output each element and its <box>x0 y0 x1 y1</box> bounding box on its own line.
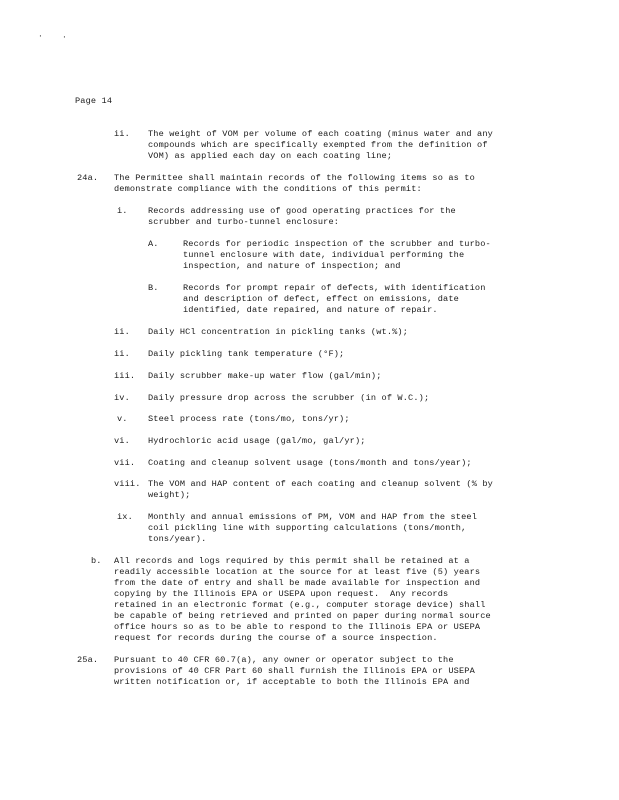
item-label: i. <box>117 206 128 216</box>
section-line: readily accessible location at the source for at least five (5) years <box>114 567 481 577</box>
section-line: written notification or, if acceptable to both the Illinois EPA and <box>114 677 470 687</box>
item-line: weight); <box>148 490 191 500</box>
item-line: scrubber and turbo-tunnel enclosure: <box>148 217 340 227</box>
item-label: ii. <box>114 349 130 359</box>
subitem-line: Records for prompt repair of defects, with identification <box>183 283 486 293</box>
page-header: Page 14 <box>75 96 113 106</box>
scan-speck: · <box>38 32 43 41</box>
item-line: Records addressing use of good operating practices for the <box>148 206 456 216</box>
item-line: Coating and cleanup solvent usage (tons/month and tons/year); <box>148 458 472 468</box>
item-line: Hydrochloric acid usage (gal/mo, gal/yr); <box>148 436 366 446</box>
item-line: Monthly and annual emissions of PM, VOM and HAP from the steel <box>148 512 478 522</box>
section-line: be capable of being retrieved and printed on paper during normal source <box>114 611 491 621</box>
section-line: copying by the Illinois EPA or USEPA upon request. Any records <box>114 589 449 599</box>
section-line: request for records during the course of a source inspection. <box>114 633 438 643</box>
subitem-label: B. <box>148 283 159 293</box>
item-line: The VOM and HAP content of each coating and cleanup solvent (% by <box>148 479 493 489</box>
item-line: Daily scrubber make-up water flow (gal/min); <box>148 371 382 381</box>
section-line: provisions of 40 CFR Part 60 shall furnish the Illinois EPA or USEPA <box>114 666 475 676</box>
subitem-line: and description of defect, effect on emissions, date <box>183 294 459 304</box>
subitem-line: Records for periodic inspection of the scrubber and turbo- <box>183 239 491 249</box>
item-line: VOM) as applied each day on each coating line; <box>148 151 393 161</box>
item-line: Daily pressure drop across the scrubber (in of W.C.); <box>148 393 430 403</box>
section-line: demonstrate compliance with the conditions of this permit: <box>114 184 422 194</box>
item-line: compounds which are specifically exempted from the definition of <box>148 140 488 150</box>
item-label: vii. <box>114 458 136 468</box>
section-line: All records and logs required by this permit shall be retained at a <box>114 556 470 566</box>
item-label: ii. <box>114 129 130 139</box>
item-label: vi. <box>114 436 130 446</box>
item-line: The weight of VOM per volume of each coating (minus water and any <box>148 129 493 139</box>
item-label: ix. <box>117 512 133 522</box>
item-label: v. <box>117 414 128 424</box>
item-line: Daily HCl concentration in pickling tanks (wt.%); <box>148 327 409 337</box>
item-label: iv. <box>114 393 130 403</box>
section-line: The Permittee shall maintain records of the following items so as to <box>114 173 475 183</box>
section-line: Pursuant to 40 CFR 60.7(a), any owner or operator subject to the <box>114 655 454 665</box>
item-label: viii. <box>114 479 141 489</box>
section-line: from the date of entry and shall be made available for inspection and <box>114 578 481 588</box>
subitem-line: identified, date repaired, and nature of repair. <box>183 305 438 315</box>
section-label: 25a. <box>77 655 99 665</box>
subitem-line: tunnel enclosure with date, individual performing the <box>183 250 465 260</box>
section-label: b. <box>91 556 102 566</box>
subitem-line: inspection, and nature of inspection; and <box>183 261 401 271</box>
item-line: tons/year). <box>148 534 207 544</box>
item-label: iii. <box>114 371 136 381</box>
section-line: office hours so as to be able to respond to the Illinois EPA or USEPA <box>114 622 481 632</box>
scan-speck: · <box>62 33 67 42</box>
section-line: retained in an electronic format (e.g., computer storage device) shall <box>114 600 486 610</box>
item-label: ii. <box>114 327 130 337</box>
section-label: 24a. <box>77 173 99 183</box>
item-line: Daily pickling tank temperature (°F); <box>148 349 345 359</box>
item-line: coil pickling line with supporting calculations (tons/month, <box>148 523 467 533</box>
subitem-label: A. <box>148 239 159 249</box>
item-line: Steel process rate (tons/mo, tons/yr); <box>148 414 350 424</box>
